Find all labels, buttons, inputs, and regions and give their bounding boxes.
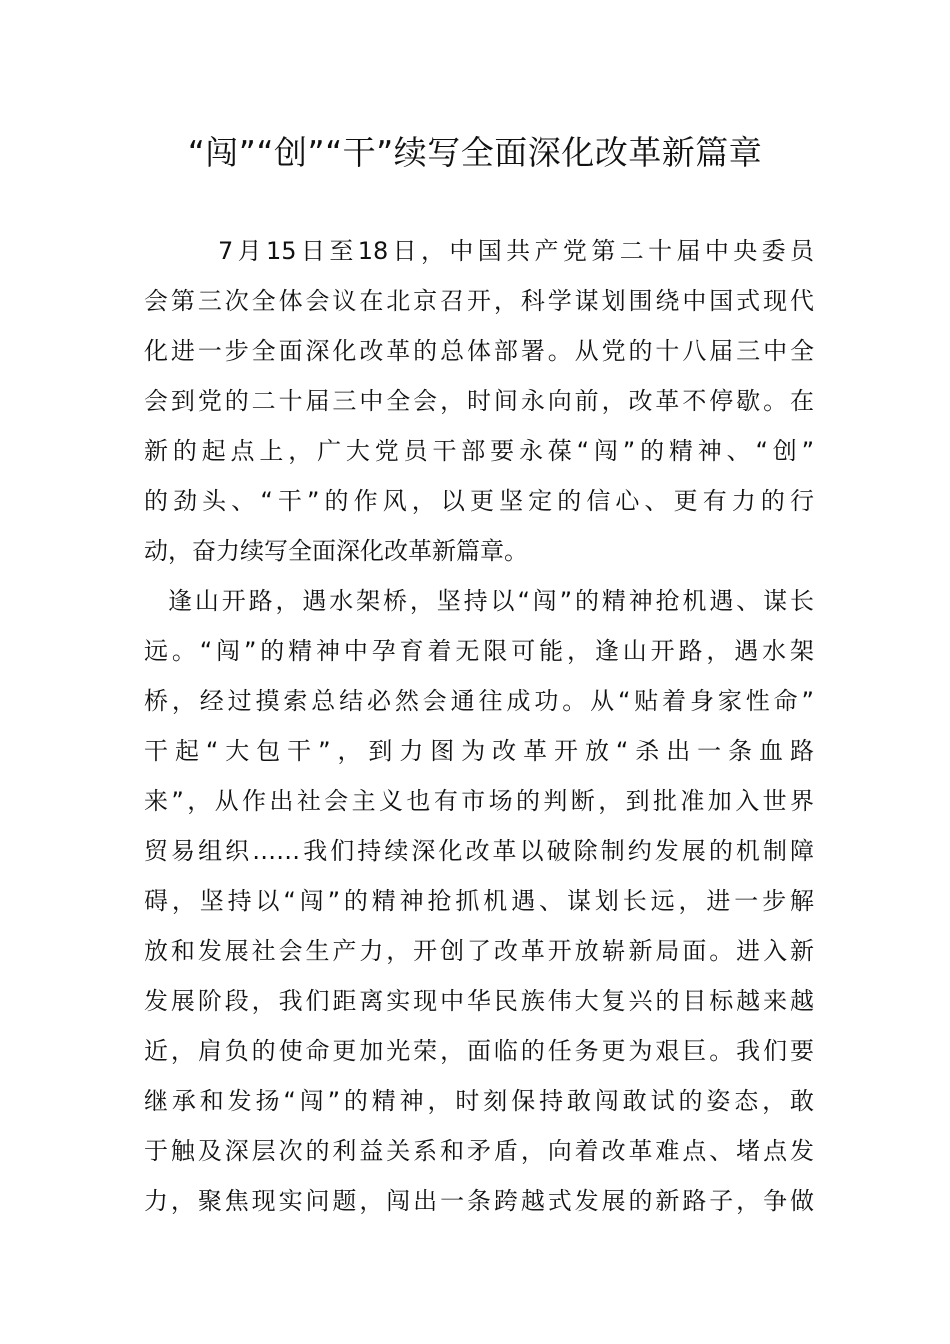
paragraph-2-line-4: 干起“大包干”，到力图为改革开放“杀出一条血路 — [144, 737, 814, 765]
paragraph-2-line-2: 远。“闯”的精神中孕育着无限可能，逢山开路，遇水架 — [144, 637, 814, 665]
paragraph-2-line-6: 贸易组织……我们持续深化改革以破除制约发展的机制障 — [144, 837, 814, 865]
paragraph-1-line-4: 会到党的二十届三中全会，时间永向前，改革不停歇。在 — [144, 387, 814, 415]
paragraph-2-line-9: 发展阶段，我们距离实现中华民族伟大复兴的目标越来越 — [144, 987, 814, 1015]
paragraph-1-line-6: 的劲头、“干”的作风，以更坚定的信心、更有力的行 — [144, 487, 814, 515]
paragraph-2-line-11: 继承和发扬“闯”的精神，时刻保持敢闯敢试的姿态，敢 — [144, 1087, 814, 1115]
paragraph-1-line-1: 7月15日至18日，中国共产党第二十届中央委员 — [218, 237, 814, 265]
paragraph-2-line-13: 力，聚焦现实问题，闯出一条跨越式发展的新路子，争做 — [144, 1187, 814, 1215]
paragraph-1-line-2: 会第三次全体会议在北京召开，科学谋划围绕中国式现代 — [144, 287, 814, 315]
paragraph-2-line-1: 逢山开路，遇水架桥，坚持以“闯”的精神抢机遇、谋长 — [168, 587, 814, 615]
paragraph-2-line-3: 桥，经过摸索总结必然会通往成功。从“贴着身家性命” — [144, 687, 814, 715]
paragraph-2-line-8: 放和发展社会生产力，开创了改革开放崭新局面。进入新 — [144, 937, 814, 965]
paragraph-1-line-5: 新的起点上，广大党员干部要永葆“闯”的精神、“创” — [144, 437, 814, 465]
paragraph-2-line-10: 近，肩负的使命更加光荣，面临的任务更为艰巨。我们要 — [144, 1037, 814, 1065]
paragraph-2-line-7: 碍，坚持以“闯”的精神抢抓机遇、谋划长远，进一步解 — [144, 887, 814, 915]
paragraph-1-line-7: 动，奋力续写全面深化改革新篇章。 — [144, 537, 528, 565]
document-title: “闯”“创”“干”续写全面深化改革新篇章 — [187, 133, 763, 172]
paragraph-2-line-12: 于触及深层次的利益关系和矛盾，向着改革难点、堵点发 — [144, 1137, 814, 1165]
paragraph-2-line-5: 来”，从作出社会主义也有市场的判断，到批准加入世界 — [144, 787, 814, 815]
paragraph-1-line-3: 化进一步全面深化改革的总体部署。从党的十八届三中全 — [144, 337, 814, 365]
